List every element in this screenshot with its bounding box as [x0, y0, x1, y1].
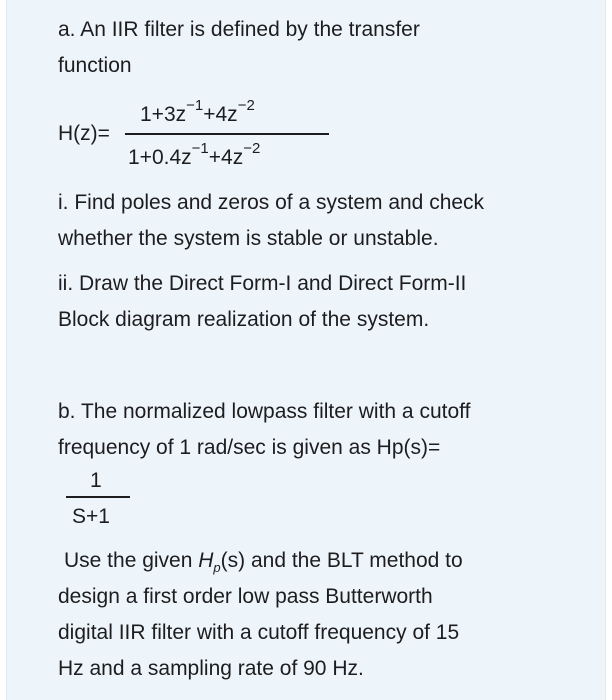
part-a-intro-line1: a. An IIR filter is defined by the transfer — [58, 18, 420, 41]
question-i-line1: i. Find poles and zeros of a system and check — [58, 191, 485, 214]
use-pre: Use the given — [64, 549, 199, 572]
part-b-line1: b. The normalized lowpass filter with a cutoff — [58, 400, 471, 423]
equation-numerator — [140, 97, 255, 129]
numerator-term2: +4z — [203, 103, 238, 126]
question-i-line2: whether the system is stable or unstable. — [58, 227, 439, 250]
part-b-line5: digital IIR filter with a cutoff frequency of 15 — [58, 621, 460, 644]
hp-fraction-numerator: 1 — [90, 469, 102, 492]
part-b-line6: Hz and a sampling rate of 90 Hz. — [58, 657, 364, 680]
equation-denominator — [128, 140, 261, 172]
part-b-line4: design a first order low pass Butterworth — [58, 585, 433, 608]
denominator-exp1: −1 — [191, 140, 209, 157]
question-ii-line2: Block diagram realization of the system. — [58, 308, 430, 331]
part-b-use-line — [64, 548, 463, 576]
numerator-exp2: −2 — [237, 97, 255, 114]
equation-fraction-bar — [125, 133, 329, 135]
hp-fraction-denominator: S+1 — [72, 505, 110, 528]
numerator-exp1: −1 — [186, 97, 204, 114]
part-a-intro-line2: function — [58, 54, 132, 77]
use-sub-p: p — [213, 560, 221, 575]
hp-fraction-bar — [66, 496, 130, 498]
use-post: (s) and the BLT method to — [220, 549, 463, 572]
denominator-exp2: −2 — [243, 140, 261, 157]
denominator-term1: 1+0.4z — [128, 146, 192, 169]
question-ii-line1: ii. Draw the Direct Form-I and Direct Form-II — [58, 272, 467, 295]
equation-lhs: H(z)= — [58, 122, 110, 145]
part-b-line2: frequency of 1 rad/sec is given as Hp(s)= — [58, 436, 441, 459]
use-h: H — [198, 549, 214, 572]
numerator-term1: 1+3z — [140, 103, 187, 126]
denominator-term2: +4z — [208, 146, 244, 169]
